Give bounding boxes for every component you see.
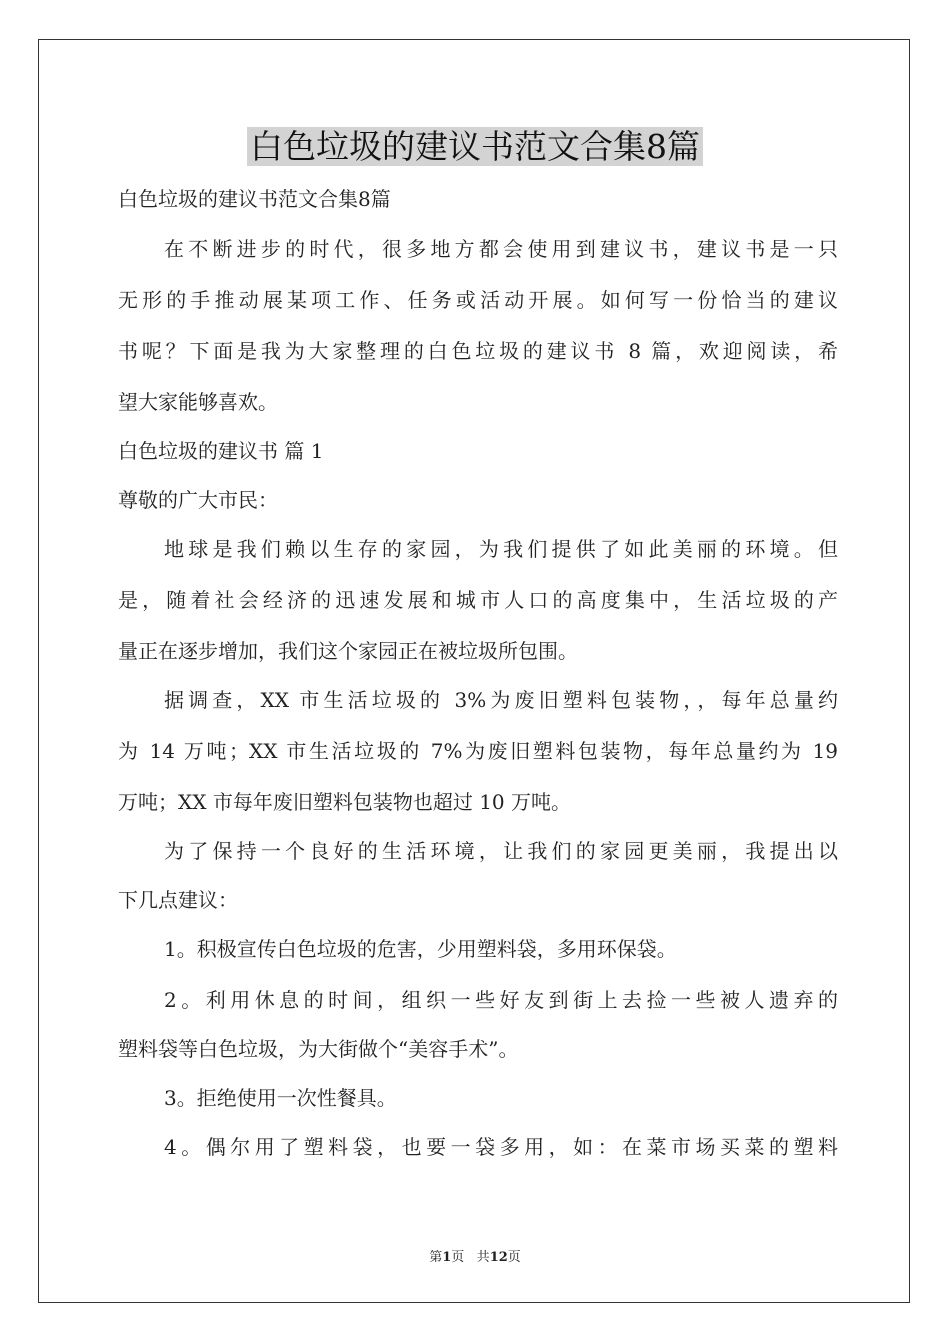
document-title-text: 白色垃圾的建议书范文合集8篇 [247,127,703,166]
para2-line-3: 万吨；XX 市每年废旧塑料包装物也超过 10 万吨。 [118,790,571,814]
footer-total-unit: 页 [507,1250,521,1265]
intro-line-2: 无形的手推动展某项工作、任务或活动开展。如何写一份恰当的建议 [118,288,838,312]
section-heading: 白色垃圾的建议书 篇 1 [118,439,324,463]
salutation: 尊敬的广大市民： [118,488,278,512]
footer-page-total: 12 [489,1250,508,1265]
footer-page-label: 第 [429,1250,443,1265]
suggestion-item-2-line-1: 2。利用休息的时间，组织一些好友到街上去捡一些被人遗弃的 [164,988,838,1012]
document-subtitle: 白色垃圾的建议书范文合集8篇 [118,187,391,211]
para3-line-2: 下几点建议： [118,888,238,912]
para1-line-3: 量正在逐步增加，我们这个家园正在被垃圾所包围。 [118,639,578,663]
para1-line-1: 地球是我们赖以生存的家园，为我们提供了如此美丽的环境。但 [164,537,838,561]
intro-line-4: 望大家能够喜欢。 [118,390,278,414]
suggestion-item-3: 3。拒绝使用一次性餐具。 [164,1086,397,1110]
suggestion-item-2-line-2: 塑料袋等白色垃圾，为大街做个“美容手术”。 [118,1037,519,1061]
page-footer [0,1246,950,1265]
suggestion-item-4: 4。偶尔用了塑料袋，也要一袋多用，如：在菜市场买菜的塑料 [164,1135,838,1159]
footer-page-current: 1 [442,1250,452,1265]
para2-line-2: 为 14 万吨；XX 市生活垃圾的 7%为废旧塑料包装物，每年总量约为 19 [118,739,838,763]
para3-line-1: 为了保持一个良好的生活环境，让我们的家园更美丽，我提出以 [164,839,838,863]
footer-page-unit: 页 [451,1250,465,1265]
para2-line-1: 据调查，XX 市生活垃圾的 3%为废旧塑料包装物，，每年总量约 [164,688,838,712]
document-title [0,124,950,170]
suggestion-item-1: 1。积极宣传白色垃圾的危害，少用塑料袋，多用环保袋。 [164,937,677,961]
para1-line-2: 是，随着社会经济的迅速发展和城市人口的高度集中，生活垃圾的产 [118,588,838,612]
footer-total-label: 共 [476,1250,490,1265]
intro-line-1: 在不断进步的时代，很多地方都会使用到建议书，建议书是一只 [164,237,838,261]
intro-line-3: 书呢？下面是我为大家整理的白色垃圾的建议书 8 篇，欢迎阅读，希 [118,339,838,363]
